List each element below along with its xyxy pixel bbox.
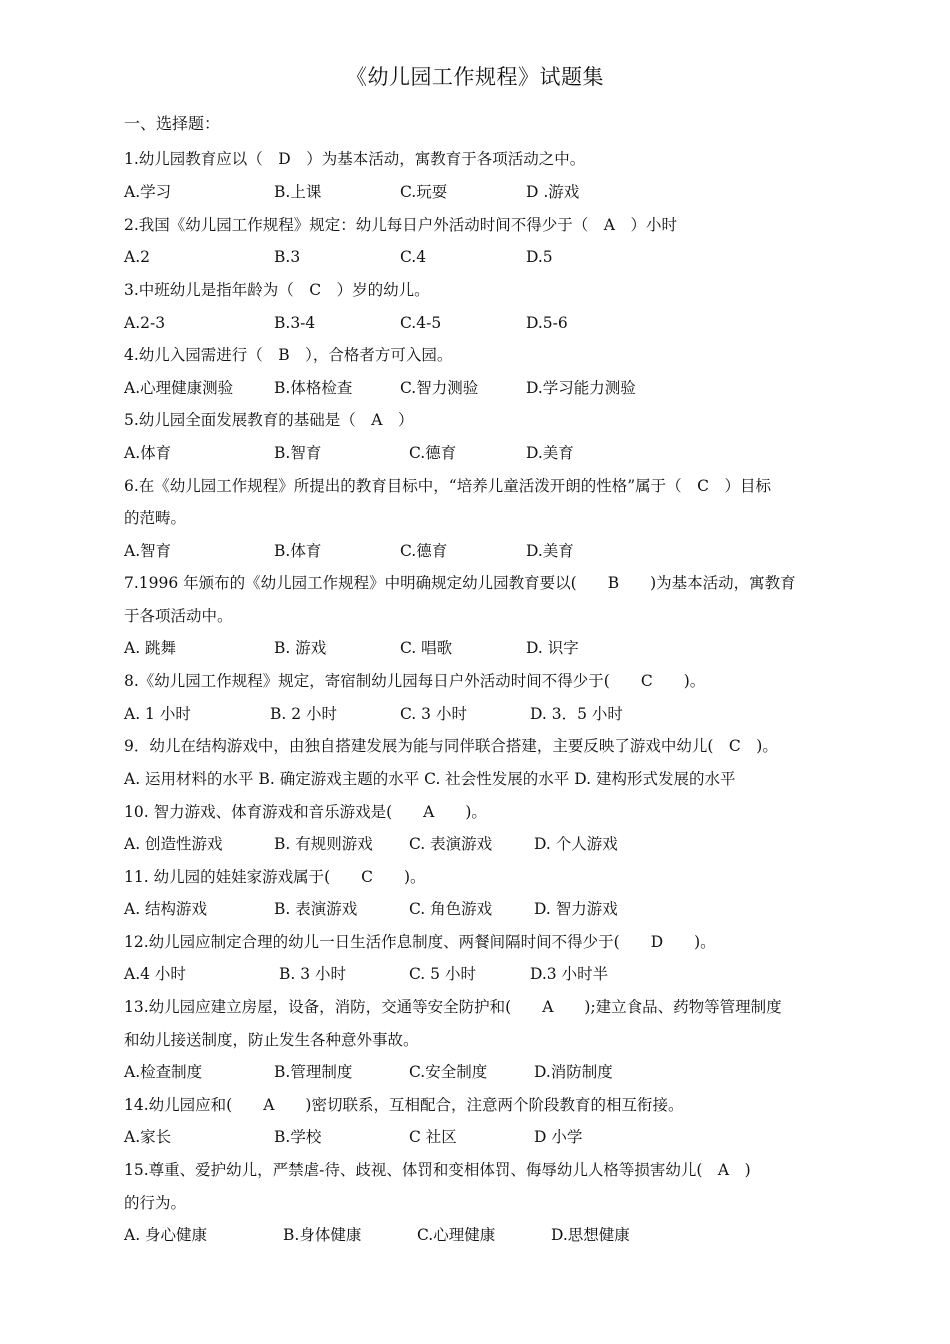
question-13-line-2: 和幼儿接送制度，防止发生各种意外事故。	[124, 1031, 419, 1049]
options-9: A. 运用材料的水平 B. 确定游戏主题的水平 C. 社会性发展的水平 D. 建构形式发展的水平	[124, 770, 736, 788]
option-c: C.玩耍	[400, 183, 448, 201]
option-c: C.4	[400, 248, 427, 266]
option-d: D.美育	[526, 444, 574, 462]
option-b: B.管理制度	[274, 1063, 353, 1081]
option-d: D .游戏	[526, 183, 580, 201]
option-a: A.智育	[124, 542, 172, 560]
option-b: B.上课	[274, 183, 322, 201]
option-b: B. 2 小时	[270, 705, 338, 723]
question-14: 14.幼儿园应和( A )密切联系，互相配合，注意两个阶段教育的相互衔接。	[124, 1096, 684, 1114]
option-a: A.心理健康测验	[124, 379, 234, 397]
option-d: D. 个人游戏	[534, 835, 618, 853]
option-c: C.德育	[409, 444, 457, 462]
question-10: 10. 智力游戏、体育游戏和音乐游戏是( A )。	[124, 803, 487, 821]
option-b: B.智育	[274, 444, 322, 462]
option-c: C.心理健康	[417, 1226, 496, 1244]
option-b: B. 游戏	[274, 639, 327, 657]
option-c: C.德育	[400, 542, 448, 560]
option-a: A. 结构游戏	[124, 900, 208, 918]
option-b: B.体格检查	[274, 379, 353, 397]
option-d: D.5	[526, 248, 553, 266]
option-a: A. 创造性游戏	[124, 835, 223, 853]
option-b: B.3	[274, 248, 301, 266]
option-d: D.5-6	[526, 314, 568, 332]
question-2: 2.我国《幼儿园工作规程》规定：幼儿每日户外活动时间不得少于（ A ）小时	[124, 216, 677, 234]
document-title: 《幼儿园工作规程》试题集	[346, 65, 604, 89]
option-a: A.4 小时	[124, 965, 186, 983]
question-9: 9．幼儿在结构游戏中，由独自搭建发展为能与同伴联合搭建，主要反映了游戏中幼儿( C )。	[124, 737, 778, 755]
question-15-line-2: 的行为。	[124, 1194, 187, 1212]
option-c: C. 唱歌	[400, 639, 453, 657]
option-c: C.安全制度	[409, 1063, 488, 1081]
option-a: A. 1 小时	[124, 705, 191, 723]
option-d: D.学习能力测验	[526, 379, 636, 397]
option-c: C.智力测验	[400, 379, 479, 397]
option-d: D.美育	[526, 542, 574, 560]
option-c: C. 5 小时	[409, 965, 476, 983]
option-d: D.思想健康	[551, 1226, 630, 1244]
question-3: 3.中班幼儿是指年龄为（ C ）岁的幼儿。	[124, 281, 430, 299]
option-b: B. 有规则游戏	[274, 835, 373, 853]
question-1: 1.幼儿园教育应以（ D ）为基本活动，寓教育于各项活动之中。	[124, 150, 586, 168]
option-a: A. 身心健康	[124, 1226, 208, 1244]
question-11: 11. 幼儿园的娃娃家游戏属于( C )。	[124, 868, 426, 886]
option-c: C. 表演游戏	[409, 835, 493, 853]
question-4: 4.幼儿入园需进行（ B ），合格者方可入园。	[124, 346, 453, 364]
option-b: B. 表演游戏	[274, 900, 358, 918]
option-d: D. 识字	[526, 639, 579, 657]
option-b: B.身体健康	[283, 1226, 362, 1244]
option-d: D. 智力游戏	[534, 900, 618, 918]
option-b: B.3-4	[274, 314, 316, 332]
option-c: C 社区	[409, 1128, 457, 1146]
option-a: A.学习	[124, 183, 172, 201]
option-c: C. 3 小时	[400, 705, 467, 723]
question-7-line-2: 于各项活动中。	[124, 607, 233, 625]
question-6-line-2: 的范畴。	[124, 509, 187, 527]
option-d: D 小学	[534, 1128, 583, 1146]
option-a: A. 跳舞	[124, 639, 177, 657]
question-8: 8.《幼儿园工作规程》规定，寄宿制幼儿园每日户外活动时间不得少于( C )。	[124, 672, 706, 690]
option-b: B.学校	[274, 1128, 322, 1146]
option-a: A.检查制度	[124, 1063, 203, 1081]
option-d: D.3 小时半	[530, 965, 609, 983]
option-d: D.消防制度	[534, 1063, 613, 1081]
question-7-line-1: 7.1996 年颁布的《幼儿园工作规程》中明确规定幼儿园教育要以( B )为基本活动，寓教育	[124, 574, 796, 592]
option-b: B.体育	[274, 542, 322, 560]
option-c: C. 角色游戏	[409, 900, 493, 918]
option-a: A.家长	[124, 1128, 172, 1146]
question-5: 5.幼儿园全面发展教育的基础是（ A ）	[124, 411, 414, 429]
question-15-line-1: 15.尊重、爱护幼儿，严禁虐-待、歧视、体罚和变相体罚、侮辱幼儿人格等损害幼儿( A )	[124, 1161, 751, 1179]
question-13-line-1: 13.幼儿园应建立房屋，设备，消防，交通等安全防护和( A );建立食品、药物等管理制度	[124, 998, 782, 1016]
option-a: A.体育	[124, 444, 172, 462]
option-a: A.2-3	[124, 314, 166, 332]
question-12: 12.幼儿园应制定合理的幼儿一日生活作息制度、两餐间隔时间不得少于( D )。	[124, 933, 716, 951]
option-c: C.4-5	[400, 314, 442, 332]
option-b: B. 3 小时	[279, 965, 347, 983]
question-6-line-1: 6.在《幼儿园工作规程》所提出的教育目标中，“培养儿童活泼开朗的性格”属于（ C ）目标	[124, 477, 771, 495]
option-a: A.2	[124, 248, 150, 266]
option-d: D. 3．5 小时	[530, 705, 623, 723]
section-heading: 一、选择题：	[124, 114, 221, 133]
